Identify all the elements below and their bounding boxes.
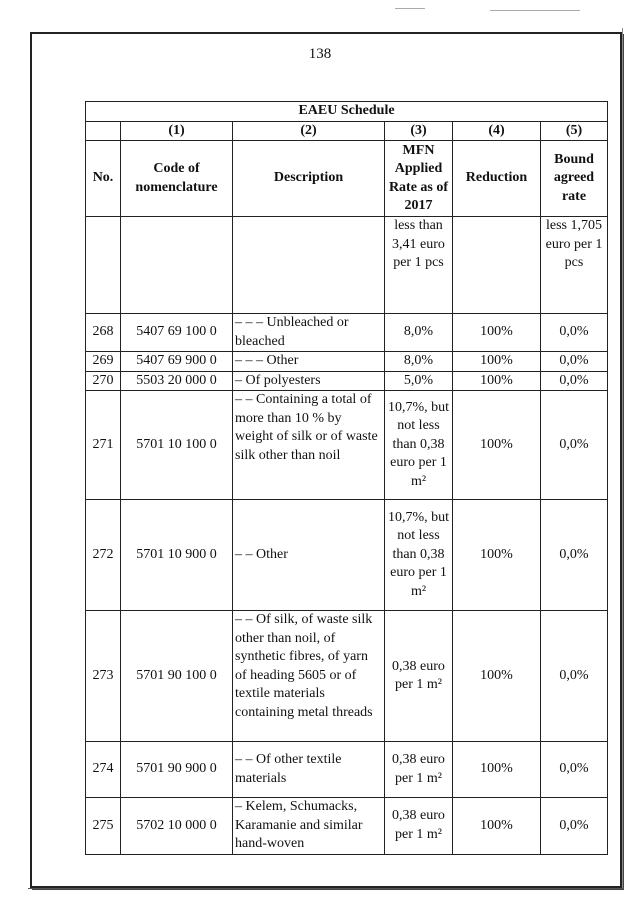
cell-reduction: 100% <box>453 742 541 798</box>
column-number: (4) <box>453 121 541 141</box>
cell-no: 268 <box>86 314 121 352</box>
table-row <box>86 391 608 500</box>
cell-code: 5407 69 100 0 <box>121 314 233 352</box>
schedule-title: EAEU Schedule <box>86 102 608 122</box>
cell-description: – Kelem, Schumacks, Karamanie and similar hand-woven <box>233 798 385 855</box>
column-number-empty <box>86 121 121 141</box>
cell-bound: 0,0% <box>541 371 608 391</box>
cell-description: – – – Other <box>233 352 385 372</box>
cell-code: 5407 69 900 0 <box>121 352 233 372</box>
header-reduction: Reduction <box>453 141 541 217</box>
cell-rate: 0,38 euro per 1 m² <box>385 611 453 742</box>
schedule-table <box>85 101 608 855</box>
cell-bound: 0,0% <box>541 742 608 798</box>
cell-bound: 0,0% <box>541 314 608 352</box>
cell-rate: 0,38 euro per 1 m² <box>385 798 453 855</box>
cell-bound: 0,0% <box>541 611 608 742</box>
cell-bound: 0,0% <box>541 391 608 500</box>
table-row <box>86 500 608 611</box>
table-row <box>86 611 608 742</box>
cell-reduction: 100% <box>453 352 541 372</box>
cell-description: – – Of other textile materials <box>233 742 385 798</box>
cell-description: – Of polyesters <box>233 371 385 391</box>
cell-no: 275 <box>86 798 121 855</box>
cell-code: 5701 90 900 0 <box>121 742 233 798</box>
cell-rate: 5,0% <box>385 371 453 391</box>
cell-rate: less than 3,41 euro per 1 pcs <box>385 217 453 314</box>
cell-rate: 10,7%, but not less than 0,38 euro per 1 m² <box>385 500 453 611</box>
header-description: Description <box>233 141 385 217</box>
cell-rate: 8,0% <box>385 352 453 372</box>
cell-no: 274 <box>86 742 121 798</box>
table-row <box>86 314 608 352</box>
cell-bound: 0,0% <box>541 352 608 372</box>
table-row-continuation <box>86 217 608 314</box>
table-row <box>86 798 608 855</box>
cell-reduction: 100% <box>453 500 541 611</box>
cell-description: – – – Unbleached or bleached <box>233 314 385 352</box>
column-number: (2) <box>233 121 385 141</box>
header-no: No. <box>86 141 121 217</box>
cell-reduction: 100% <box>453 611 541 742</box>
cell-no: 273 <box>86 611 121 742</box>
page-border-bottom <box>28 888 624 889</box>
cell-bound: 0,0% <box>541 500 608 611</box>
cell-description: – – Of silk, of waste silk other than noil, of synthetic fibres, of yarn of heading 5605 or of textile materials containing metal threads <box>233 611 385 742</box>
cell-reduction: 100% <box>453 371 541 391</box>
cell-bound: less 1,705 euro per 1 pcs <box>541 217 608 314</box>
table-row <box>86 352 608 372</box>
cell-description: – – Other <box>233 500 385 611</box>
cell-no: 270 <box>86 371 121 391</box>
page-border-right <box>622 28 623 888</box>
scan-speck <box>395 8 425 9</box>
cell-rate: 10,7%, but not less than 0,38 euro per 1 m² <box>385 391 453 500</box>
column-number-row <box>86 121 608 141</box>
header-row <box>86 141 608 217</box>
page-number: 138 <box>308 46 332 62</box>
cell-bound: 0,0% <box>541 798 608 855</box>
column-number: (1) <box>121 121 233 141</box>
cell-no: 271 <box>86 391 121 500</box>
cell-no: 272 <box>86 500 121 611</box>
header-rate: MFN Applied Rate as of 2017 <box>385 141 453 217</box>
cell-code: 5503 20 000 0 <box>121 371 233 391</box>
scan-speck <box>490 10 580 11</box>
cell-code: 5701 10 900 0 <box>121 500 233 611</box>
cell-rate: 8,0% <box>385 314 453 352</box>
cell-reduction: 100% <box>453 391 541 500</box>
cell-no: 269 <box>86 352 121 372</box>
table-row <box>86 371 608 391</box>
header-bound: Bound agreed rate <box>541 141 608 217</box>
cell-rate: 0,38 euro per 1 m² <box>385 742 453 798</box>
cell-description: – – Containing a total of more than 10 % by weight of silk or of waste silk other than noil <box>233 391 385 500</box>
cell-code: 5701 90 100 0 <box>121 611 233 742</box>
cell-reduction: 100% <box>453 798 541 855</box>
column-number: (5) <box>541 121 608 141</box>
header-code: Code of nomenclature <box>121 141 233 217</box>
table-row <box>86 742 608 798</box>
cell-reduction: 100% <box>453 314 541 352</box>
cell-code: 5701 10 100 0 <box>121 391 233 500</box>
table-title-row <box>86 102 608 122</box>
cell-code: 5702 10 000 0 <box>121 798 233 855</box>
column-number: (3) <box>385 121 453 141</box>
